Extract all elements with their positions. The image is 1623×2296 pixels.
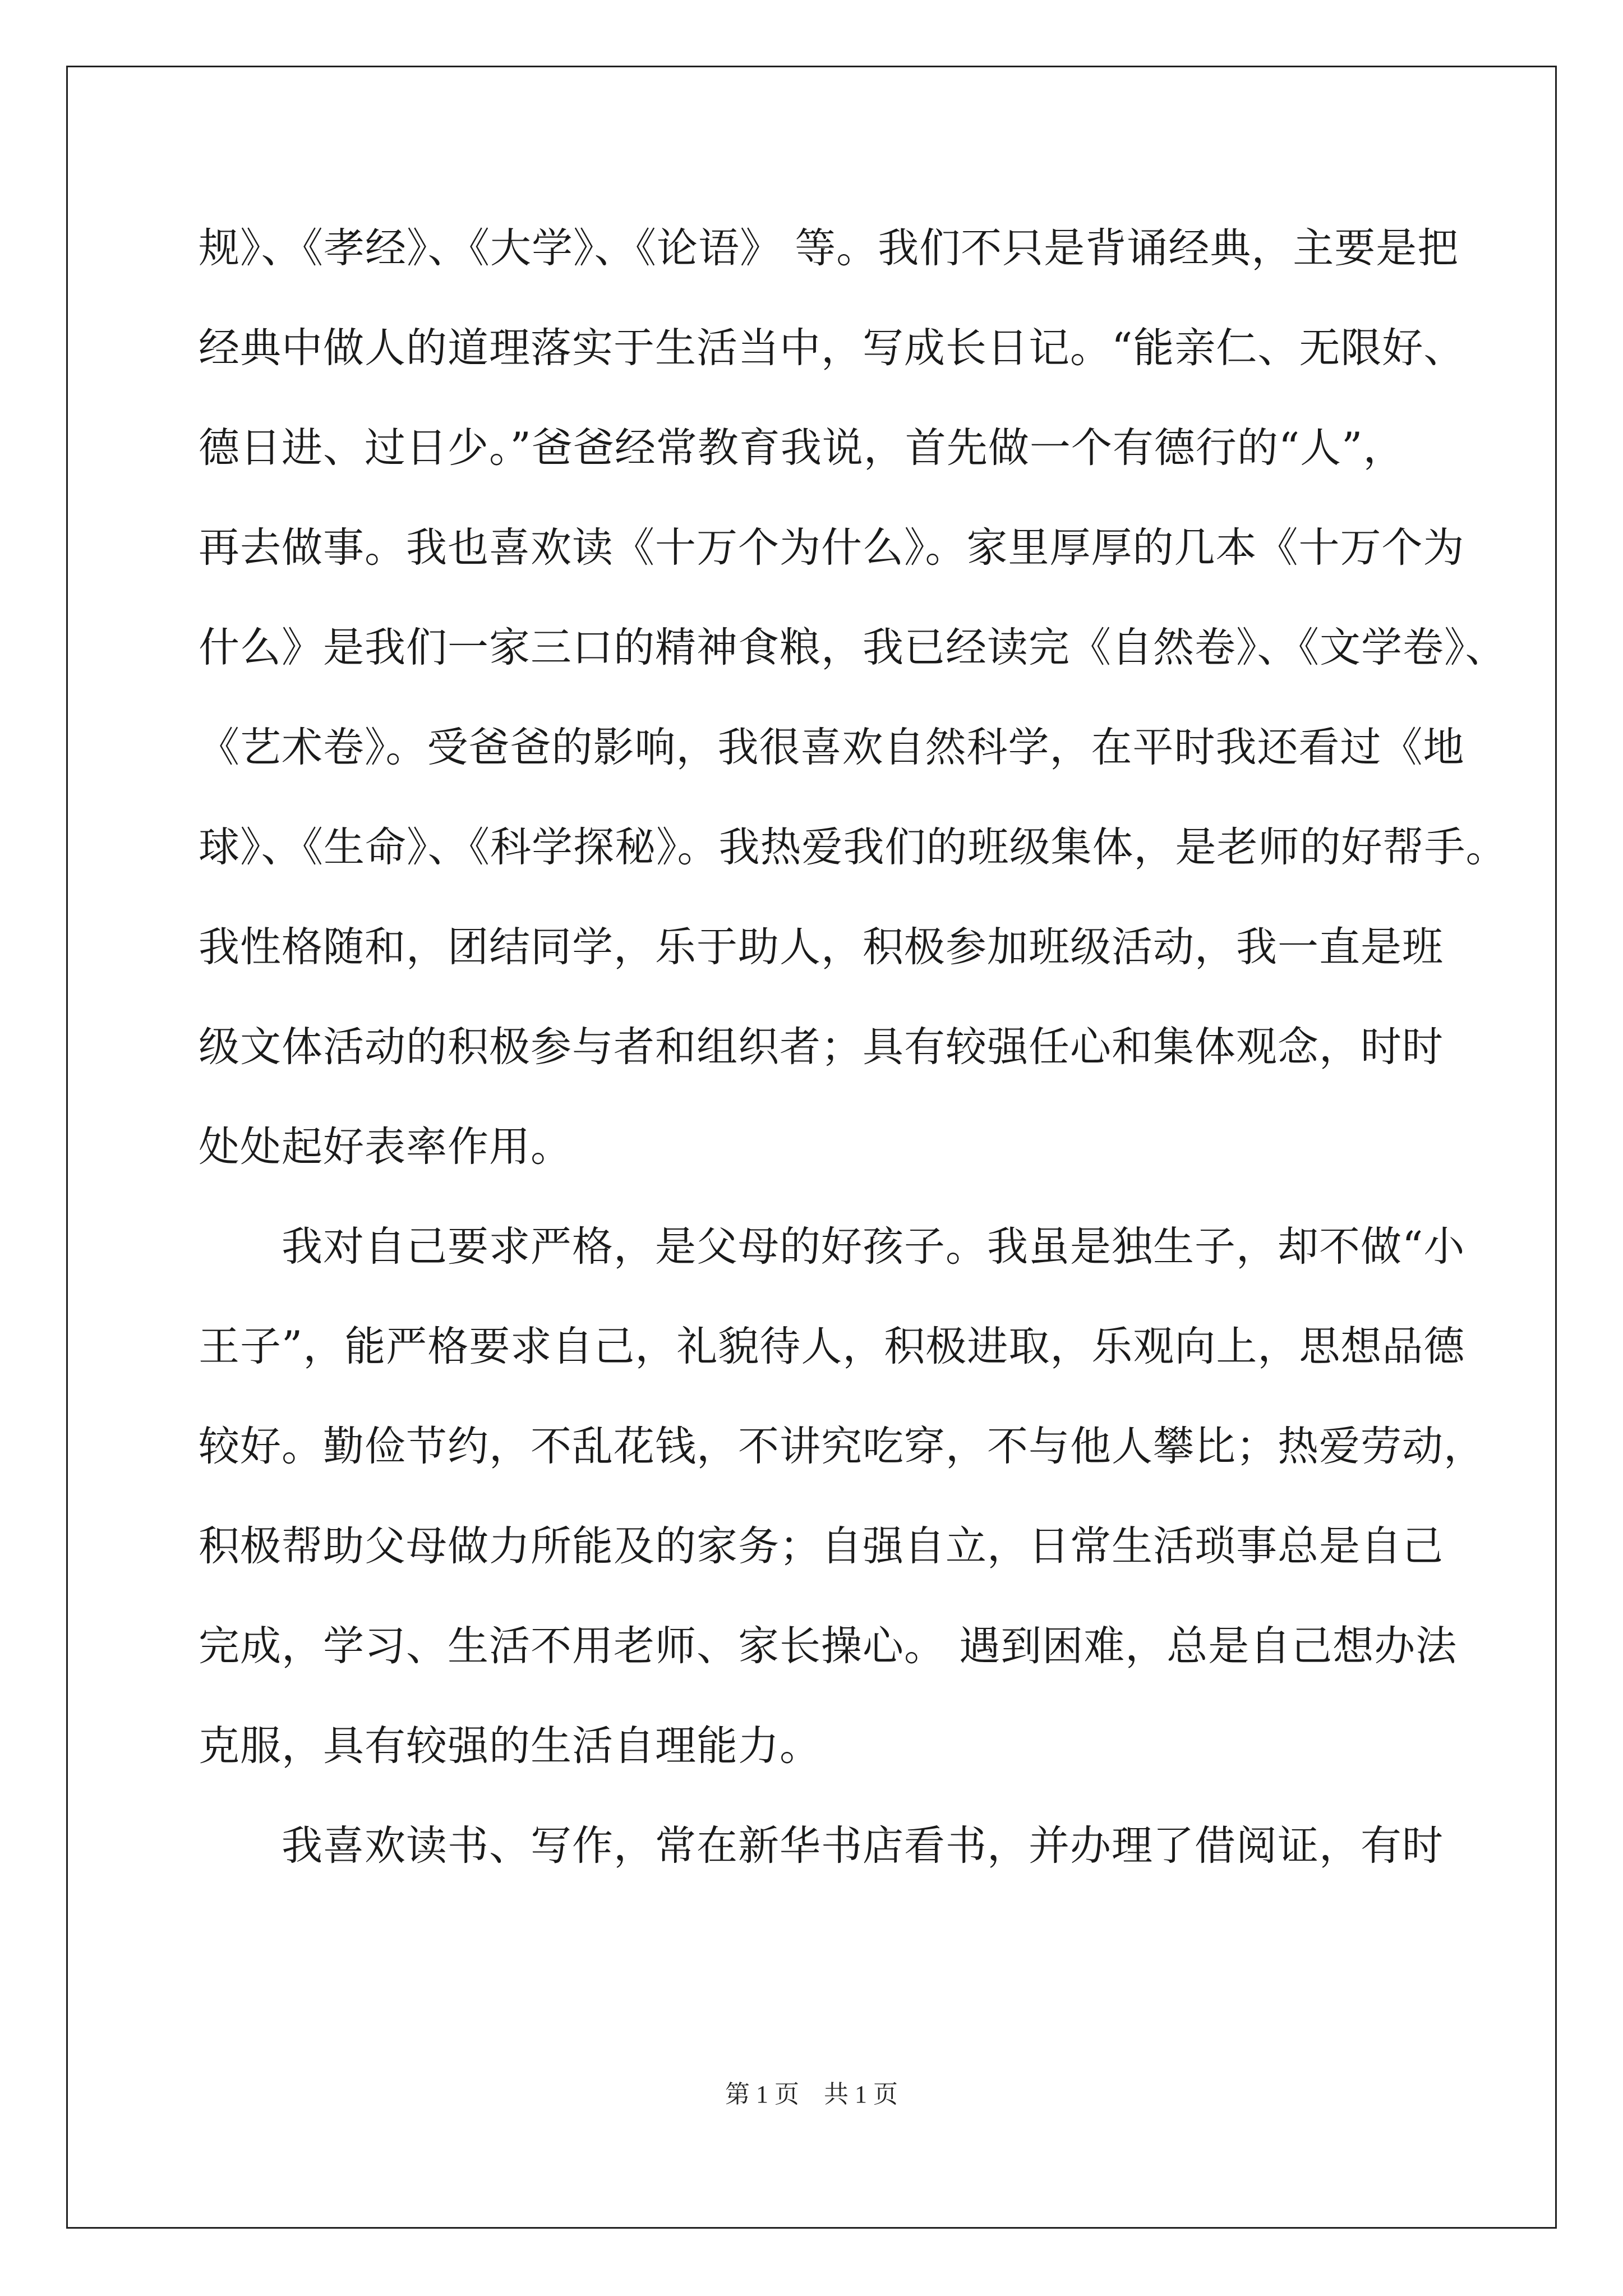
- page-number-footer: 第 1 页 共 1 页: [725, 2081, 898, 2108]
- text-line: 再去做事。我也喜欢读《十万个为什么》。家里厚厚的几本《十万个为: [199, 524, 1465, 572]
- text-line: 级文体活动的积极参与者和组织者；具有较强任心和集体观念，时时: [199, 1023, 1444, 1071]
- text-line: 较好。勤俭节约，不乱花钱，不讲究吃穿，不与他人攀比；热爱劳动，: [199, 1423, 1485, 1470]
- text-line: 我性格随和，团结同学，乐于助人，积极参加班级活动，我一直是班: [199, 923, 1444, 971]
- text-line: 我喜欢读书、写作，常在新华书店看书，并办理了借阅证，有时: [199, 1822, 1444, 1870]
- text-line: 王子”，能严格要求自己，礼貌待人，积极进取，乐观向上，思想品德: [199, 1323, 1465, 1370]
- text-line: 处处起好表率作用。: [199, 1123, 572, 1171]
- text-line: 克服，具有较强的生活自理能力。: [199, 1722, 821, 1770]
- text-line: 经典中做人的道理落实于生活当中，写成长日记。“能亲仁、无限好、: [199, 324, 1465, 372]
- text-line: 积极帮助父母做力所能及的家务；自强自立，日常生活琐事总是自己: [199, 1522, 1444, 1570]
- text-line: 《艺术卷》。受爸爸的影响，我很喜欢自然科学，在平时我还看过《地: [199, 724, 1465, 771]
- text-line: 什么》是我们一家三口的精神食粮，我已经读完《自然卷》、《文学卷》、: [199, 624, 1507, 671]
- text-line: 德日进、过日少。”爸爸经常教育我说，首先做一个有德行的“人”，: [199, 424, 1405, 472]
- text-line: 我对自己要求严格，是父母的好孩子。我虽是独生子，却不做“小: [199, 1223, 1465, 1271]
- text-line: 规》、《孝经》、《大学》、《论语》 等。我们不只是背诵经典，主要是把: [199, 224, 1459, 272]
- text-line: 球》、《生命》、《科学探秘》。我热爱我们的班级集体，是老师的好帮手。: [199, 823, 1507, 871]
- text-line: 完成，学习、生活不用老师、家长操心。 遇到困难，总是自己想办法: [199, 1622, 1458, 1670]
